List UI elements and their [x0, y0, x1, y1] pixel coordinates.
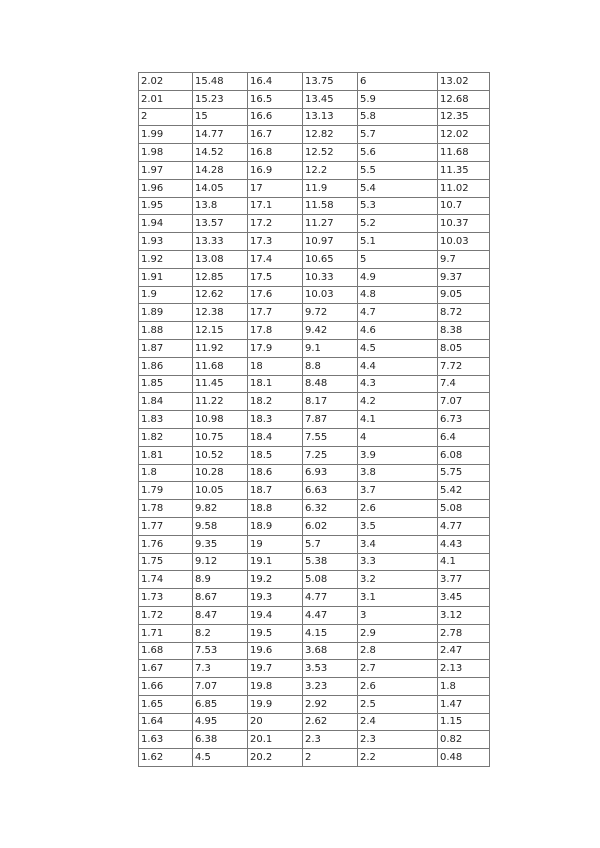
table-cell: 7.4 — [438, 375, 490, 393]
table-cell: 5.7 — [358, 126, 438, 144]
table-cell: 12.85 — [193, 268, 248, 286]
table-cell: 11.58 — [303, 197, 358, 215]
table-cell: 19.6 — [248, 642, 303, 660]
table-cell: 13.75 — [303, 73, 358, 91]
table-cell: 17.8 — [248, 322, 303, 340]
table-cell: 6.32 — [303, 500, 358, 518]
table-cell: 2.7 — [358, 660, 438, 678]
table-cell: 11.27 — [303, 215, 358, 233]
table-cell: 1.77 — [139, 517, 193, 535]
table-cell: 3 — [358, 606, 438, 624]
table-cell: 1.8 — [139, 464, 193, 482]
table-cell: 3.1 — [358, 589, 438, 607]
table-cell: 7.53 — [193, 642, 248, 660]
table-cell: 3.23 — [303, 678, 358, 696]
table-cell: 16.6 — [248, 108, 303, 126]
table-cell: 16.7 — [248, 126, 303, 144]
table-cell: 0.82 — [438, 731, 490, 749]
table-row — [139, 250, 490, 268]
table-row — [139, 517, 490, 535]
table-cell: 2.13 — [438, 660, 490, 678]
table-cell: 5.4 — [358, 179, 438, 197]
table-cell: 4.5 — [358, 339, 438, 357]
table-cell: 2.6 — [358, 678, 438, 696]
table-cell: 12.02 — [438, 126, 490, 144]
table-cell: 1.15 — [438, 713, 490, 731]
table-cell: 9.35 — [193, 535, 248, 553]
table-row — [139, 73, 490, 91]
table-cell: 5.5 — [358, 161, 438, 179]
table-row — [139, 268, 490, 286]
table-cell: 4.1 — [358, 411, 438, 429]
table-cell: 16.8 — [248, 144, 303, 162]
table-cell: 2.62 — [303, 713, 358, 731]
table-cell: 7.72 — [438, 357, 490, 375]
table-cell: 5.75 — [438, 464, 490, 482]
table-cell: 1.94 — [139, 215, 193, 233]
table-cell: 11.22 — [193, 393, 248, 411]
table-row — [139, 642, 490, 660]
table-cell: 1.97 — [139, 161, 193, 179]
table-cell: 3.4 — [358, 535, 438, 553]
table-cell: 11.35 — [438, 161, 490, 179]
table-cell: 13.02 — [438, 73, 490, 91]
table-cell: 2.8 — [358, 642, 438, 660]
table-cell: 17.1 — [248, 197, 303, 215]
table-cell: 2 — [303, 749, 358, 767]
table-cell: 14.28 — [193, 161, 248, 179]
table-cell: 15 — [193, 108, 248, 126]
table-row — [139, 731, 490, 749]
table-cell: 15.23 — [193, 90, 248, 108]
table-cell: 8.9 — [193, 571, 248, 589]
table-cell: 4.15 — [303, 624, 358, 642]
table-row — [139, 606, 490, 624]
table-cell: 10.37 — [438, 215, 490, 233]
table-cell: 10.05 — [193, 482, 248, 500]
table-cell: 6.85 — [193, 695, 248, 713]
table-cell: 5.08 — [438, 500, 490, 518]
table-cell: 13.8 — [193, 197, 248, 215]
table-row — [139, 428, 490, 446]
table-cell: 11.45 — [193, 375, 248, 393]
table-row — [139, 660, 490, 678]
table-row — [139, 393, 490, 411]
table-cell: 4.47 — [303, 606, 358, 624]
table-cell: 13.08 — [193, 250, 248, 268]
table-row — [139, 304, 490, 322]
table-cell: 7.07 — [438, 393, 490, 411]
table-cell: 1.87 — [139, 339, 193, 357]
table-cell: 1.67 — [139, 660, 193, 678]
table-cell: 11.9 — [303, 179, 358, 197]
table-cell: 13.13 — [303, 108, 358, 126]
table-cell: 5.3 — [358, 197, 438, 215]
table-cell: 4.5 — [193, 749, 248, 767]
table-cell: 12.62 — [193, 286, 248, 304]
table-row — [139, 500, 490, 518]
table-cell: 17.6 — [248, 286, 303, 304]
table-cell: 3.7 — [358, 482, 438, 500]
table-row — [139, 446, 490, 464]
table-cell: 16.5 — [248, 90, 303, 108]
table-cell: 12.38 — [193, 304, 248, 322]
table-cell: 1.9 — [139, 286, 193, 304]
table-row — [139, 571, 490, 589]
table-cell: 11.68 — [193, 357, 248, 375]
table-row — [139, 286, 490, 304]
table-cell: 8.67 — [193, 589, 248, 607]
table-cell: 8.17 — [303, 393, 358, 411]
table-cell: 3.45 — [438, 589, 490, 607]
table-cell: 19.3 — [248, 589, 303, 607]
table-cell: 1.95 — [139, 197, 193, 215]
table-cell: 1.86 — [139, 357, 193, 375]
table-cell: 5.9 — [358, 90, 438, 108]
table-row — [139, 357, 490, 375]
table-cell: 1.92 — [139, 250, 193, 268]
table-cell: 12.2 — [303, 161, 358, 179]
table-cell: 10.97 — [303, 233, 358, 251]
table-cell: 4.7 — [358, 304, 438, 322]
table-cell: 2.5 — [358, 695, 438, 713]
table-cell: 19.5 — [248, 624, 303, 642]
table-row — [139, 233, 490, 251]
table-cell: 3.77 — [438, 571, 490, 589]
table-cell: 6.73 — [438, 411, 490, 429]
table-row — [139, 126, 490, 144]
table-cell: 1.98 — [139, 144, 193, 162]
table-cell: 5.8 — [358, 108, 438, 126]
table-cell: 3.68 — [303, 642, 358, 660]
table-cell: 6.93 — [303, 464, 358, 482]
table-cell: 1.78 — [139, 500, 193, 518]
table-cell: 10.03 — [438, 233, 490, 251]
table-cell: 6.38 — [193, 731, 248, 749]
table-cell: 2.2 — [358, 749, 438, 767]
table-cell: 3.8 — [358, 464, 438, 482]
table-cell: 8.47 — [193, 606, 248, 624]
table-cell: 18.8 — [248, 500, 303, 518]
table-cell: 3.53 — [303, 660, 358, 678]
table-cell: 5.7 — [303, 535, 358, 553]
table-cell: 4.8 — [358, 286, 438, 304]
table-cell: 17.2 — [248, 215, 303, 233]
table-cell: 14.77 — [193, 126, 248, 144]
table-cell: 2.92 — [303, 695, 358, 713]
table-cell: 1.88 — [139, 322, 193, 340]
table-cell: 3.2 — [358, 571, 438, 589]
table-cell: 13.45 — [303, 90, 358, 108]
table-cell: 17.9 — [248, 339, 303, 357]
table-cell: 0.48 — [438, 749, 490, 767]
table-cell: 19.1 — [248, 553, 303, 571]
table-cell: 9.12 — [193, 553, 248, 571]
table-cell: 6.4 — [438, 428, 490, 446]
table-cell: 2.01 — [139, 90, 193, 108]
data-table — [138, 72, 490, 767]
table-cell: 17.5 — [248, 268, 303, 286]
table-cell: 18.7 — [248, 482, 303, 500]
table-cell: 18.9 — [248, 517, 303, 535]
table-cell: 8.05 — [438, 339, 490, 357]
table-cell: 9.42 — [303, 322, 358, 340]
table-cell: 3.9 — [358, 446, 438, 464]
table-cell: 2.02 — [139, 73, 193, 91]
table-cell: 7.87 — [303, 411, 358, 429]
table-cell: 11.68 — [438, 144, 490, 162]
table-cell: 19.2 — [248, 571, 303, 589]
table-row — [139, 482, 490, 500]
table-cell: 14.52 — [193, 144, 248, 162]
table-cell: 5.38 — [303, 553, 358, 571]
table-cell: 1.74 — [139, 571, 193, 589]
table-cell: 20.1 — [248, 731, 303, 749]
table-cell: 6.02 — [303, 517, 358, 535]
table-cell: 16.4 — [248, 73, 303, 91]
table-cell: 15.48 — [193, 73, 248, 91]
table-cell: 19.4 — [248, 606, 303, 624]
table-cell: 11.02 — [438, 179, 490, 197]
table-cell: 6.08 — [438, 446, 490, 464]
table-row — [139, 339, 490, 357]
table-cell: 1.83 — [139, 411, 193, 429]
table-cell: 9.58 — [193, 517, 248, 535]
table-cell: 4.95 — [193, 713, 248, 731]
table-cell: 19.9 — [248, 695, 303, 713]
table-cell: 1.89 — [139, 304, 193, 322]
table-cell: 2.3 — [358, 731, 438, 749]
table-cell: 2.6 — [358, 500, 438, 518]
table-cell: 12.52 — [303, 144, 358, 162]
table-row — [139, 713, 490, 731]
table-cell: 13.57 — [193, 215, 248, 233]
table-row — [139, 144, 490, 162]
table-row — [139, 749, 490, 767]
table-cell: 9.82 — [193, 500, 248, 518]
table-cell: 1.76 — [139, 535, 193, 553]
table-cell: 9.05 — [438, 286, 490, 304]
table-row — [139, 90, 490, 108]
table-cell: 1.68 — [139, 642, 193, 660]
table-cell: 18 — [248, 357, 303, 375]
table-cell: 6.63 — [303, 482, 358, 500]
table-cell: 4.9 — [358, 268, 438, 286]
table-cell: 5.2 — [358, 215, 438, 233]
table-cell: 4.2 — [358, 393, 438, 411]
table-cell: 7.07 — [193, 678, 248, 696]
table-row — [139, 375, 490, 393]
table-row — [139, 464, 490, 482]
table-cell: 5.08 — [303, 571, 358, 589]
table-cell: 4.6 — [358, 322, 438, 340]
table-cell: 8.38 — [438, 322, 490, 340]
table-cell: 16.9 — [248, 161, 303, 179]
table-cell: 1.65 — [139, 695, 193, 713]
table-cell: 18.3 — [248, 411, 303, 429]
table-cell: 4 — [358, 428, 438, 446]
table-cell: 3.3 — [358, 553, 438, 571]
table-cell: 19 — [248, 535, 303, 553]
table-cell: 1.63 — [139, 731, 193, 749]
table-cell: 2.3 — [303, 731, 358, 749]
table-cell: 5.6 — [358, 144, 438, 162]
table-cell: 10.33 — [303, 268, 358, 286]
table-cell: 1.82 — [139, 428, 193, 446]
table-row — [139, 589, 490, 607]
table-cell: 10.75 — [193, 428, 248, 446]
table-cell: 10.28 — [193, 464, 248, 482]
table-cell: 13.33 — [193, 233, 248, 251]
table-cell: 11.92 — [193, 339, 248, 357]
table-cell: 9.37 — [438, 268, 490, 286]
table-cell: 17.3 — [248, 233, 303, 251]
table-cell: 1.71 — [139, 624, 193, 642]
table-cell: 12.68 — [438, 90, 490, 108]
table-row — [139, 179, 490, 197]
table-cell: 20 — [248, 713, 303, 731]
table-cell: 1.99 — [139, 126, 193, 144]
table-cell: 8.72 — [438, 304, 490, 322]
table-cell: 1.75 — [139, 553, 193, 571]
table-row — [139, 678, 490, 696]
table-cell: 17 — [248, 179, 303, 197]
table-cell: 19.8 — [248, 678, 303, 696]
table-row — [139, 322, 490, 340]
table-cell: 8.2 — [193, 624, 248, 642]
table-cell: 20.2 — [248, 749, 303, 767]
table-cell: 18.4 — [248, 428, 303, 446]
table-cell: 4.3 — [358, 375, 438, 393]
table-cell: 18.1 — [248, 375, 303, 393]
table-row — [139, 411, 490, 429]
table-cell: 4.43 — [438, 535, 490, 553]
table-cell: 4.77 — [438, 517, 490, 535]
table-cell: 1.96 — [139, 179, 193, 197]
table-cell: 7.55 — [303, 428, 358, 446]
table-cell: 17.7 — [248, 304, 303, 322]
table-cell: 1.84 — [139, 393, 193, 411]
table-cell: 2.78 — [438, 624, 490, 642]
table-row — [139, 624, 490, 642]
table-cell: 1.85 — [139, 375, 193, 393]
table-cell: 4.77 — [303, 589, 358, 607]
table-cell: 10.52 — [193, 446, 248, 464]
table-cell: 5.1 — [358, 233, 438, 251]
table-cell: 18.6 — [248, 464, 303, 482]
table-cell: 5.42 — [438, 482, 490, 500]
table-cell: 8.8 — [303, 357, 358, 375]
table-cell: 8.48 — [303, 375, 358, 393]
table-cell: 4.1 — [438, 553, 490, 571]
table-cell: 18.2 — [248, 393, 303, 411]
table-cell: 12.82 — [303, 126, 358, 144]
table-row — [139, 108, 490, 126]
table-cell: 1.66 — [139, 678, 193, 696]
table-cell: 18.5 — [248, 446, 303, 464]
table-cell: 10.03 — [303, 286, 358, 304]
table-cell: 12.35 — [438, 108, 490, 126]
table-cell: 3.12 — [438, 606, 490, 624]
table-cell: 6 — [358, 73, 438, 91]
table-row — [139, 695, 490, 713]
table-cell: 9.1 — [303, 339, 358, 357]
table-cell: 1.47 — [438, 695, 490, 713]
table-cell: 5 — [358, 250, 438, 268]
table-cell: 10.98 — [193, 411, 248, 429]
table-cell: 1.72 — [139, 606, 193, 624]
table-cell: 1.64 — [139, 713, 193, 731]
table-cell: 3.5 — [358, 517, 438, 535]
table-row — [139, 215, 490, 233]
table-row — [139, 535, 490, 553]
table-cell: 2.9 — [358, 624, 438, 642]
table-cell: 1.79 — [139, 482, 193, 500]
table-cell: 1.81 — [139, 446, 193, 464]
table-cell: 19.7 — [248, 660, 303, 678]
table-cell: 1.91 — [139, 268, 193, 286]
table-cell: 7.25 — [303, 446, 358, 464]
table-cell: 1.93 — [139, 233, 193, 251]
table-cell: 4.4 — [358, 357, 438, 375]
table-cell: 2.47 — [438, 642, 490, 660]
table-cell: 9.7 — [438, 250, 490, 268]
table-cell: 14.05 — [193, 179, 248, 197]
table-row — [139, 161, 490, 179]
table-body — [139, 73, 490, 767]
table-cell: 12.15 — [193, 322, 248, 340]
table-cell: 2.4 — [358, 713, 438, 731]
table-cell: 1.8 — [438, 678, 490, 696]
table-row — [139, 197, 490, 215]
table-cell: 2 — [139, 108, 193, 126]
table-cell: 1.73 — [139, 589, 193, 607]
table-cell: 10.65 — [303, 250, 358, 268]
table-cell: 7.3 — [193, 660, 248, 678]
table-cell: 1.62 — [139, 749, 193, 767]
table-cell: 9.72 — [303, 304, 358, 322]
table-cell: 17.4 — [248, 250, 303, 268]
table-cell: 10.7 — [438, 197, 490, 215]
table-row — [139, 553, 490, 571]
